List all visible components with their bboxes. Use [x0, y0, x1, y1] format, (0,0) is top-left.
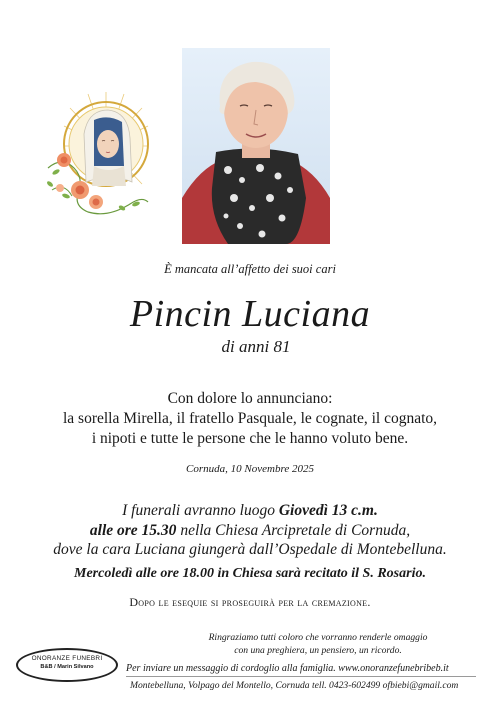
deceased-age: di anni 81 — [221, 337, 291, 356]
logo-line-1: ONORANZE FUNEBRI — [31, 655, 103, 662]
portrait-photo — [182, 48, 330, 244]
rosary-notice: Mercoledì alle ore 18.00 in Chiesa sarà recitato il S. Rosario. — [74, 566, 426, 581]
funeral-text: I funerali avranno luogo — [122, 502, 279, 519]
announcement-block — [0, 389, 500, 449]
funeral-date: Giovedì 13 c.m. — [278, 502, 378, 519]
footer-divider — [126, 676, 476, 677]
condolence-message: Per inviare un messaggio di cordoglio alla famiglia. www.onoranzefunebribeb.it — [126, 663, 449, 674]
deceased-name: Pincin Luciana — [129, 293, 371, 335]
funeral-time: alle ore 15.30 — [89, 521, 177, 539]
intro-text: È mancata all’affetto dei suoi cari — [164, 262, 336, 276]
funeral-line-1 — [0, 501, 500, 521]
logo-line-2: B&B / Marin Silvano — [40, 664, 94, 670]
thanks-line: Ringraziamo tutti coloro che vorranno renderle omaggio — [208, 632, 428, 643]
madonna-icon — [38, 86, 150, 222]
funeral-block — [0, 501, 500, 560]
funeral-line-3: dove la cara Luciana giungerà dall’Ospedale di Montebelluna. — [53, 541, 447, 558]
place-date: Cornuda, 10 Novembre 2025 — [186, 463, 314, 475]
thanks-block — [158, 632, 478, 657]
announcement-line: Con dolore lo annunciano: — [167, 390, 333, 407]
funeral-church: nella Chiesa Arcipretale di Cornuda, — [176, 521, 411, 539]
footer-address: Montebelluna, Volpago del Montello, Cornuda tell. 0423-602499 ofbiebi@gmail.com — [130, 680, 459, 691]
announcement-line: i nipoti e tutte le persone che le hanno voluto bene. — [91, 430, 409, 447]
cremation-notice: Dopo le esequie si proseguirà per la cremazione. — [129, 595, 371, 609]
thanks-line: con una preghiera, un pensiero, un ricordo. — [234, 644, 402, 656]
funeral-line-2 — [0, 521, 500, 541]
announcement-line: la sorella Mirella, il fratello Pasquale, le cognate, il cognato, — [62, 410, 438, 427]
